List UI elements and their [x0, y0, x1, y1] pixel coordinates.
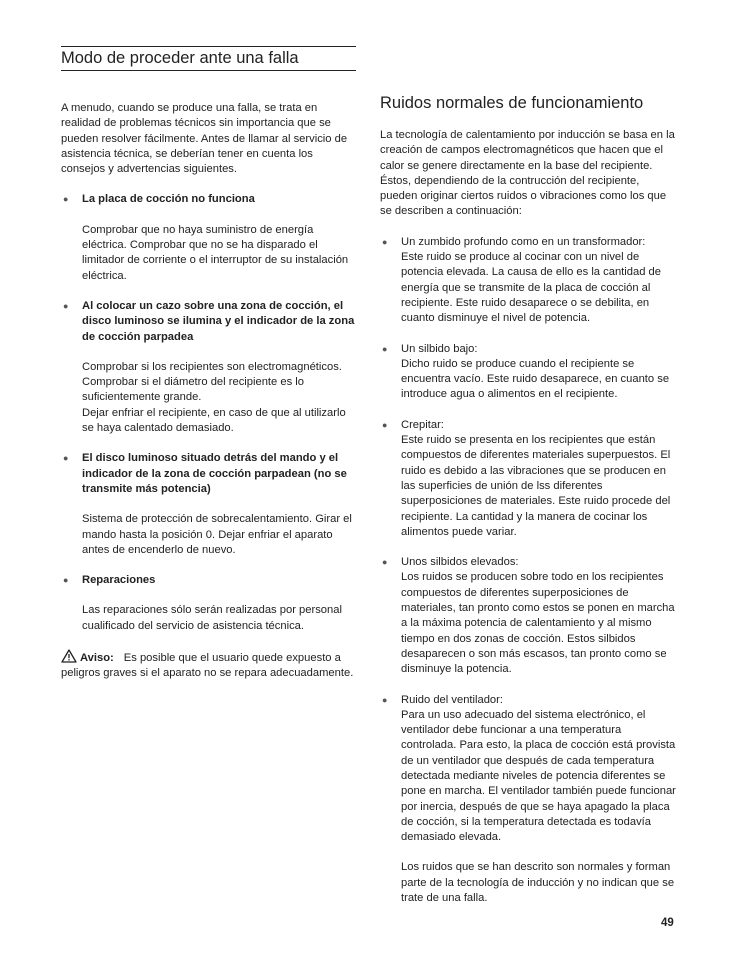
item-title: El disco luminoso situado detrás del mando y el indicador de la zona de cocción parpadean (no se transmite más potencia) — [82, 452, 347, 495]
noise-label: Crepitar: — [401, 418, 444, 431]
bullet-icon: ● — [382, 694, 388, 705]
closing-paragraph: Los ruidos que se han descrito son normales y forman parte de la tecnología de inducción y no indican que se trate de una falla. — [401, 861, 675, 905]
warning-note — [61, 649, 356, 682]
warning-triangle-icon — [61, 649, 77, 663]
bullet-icon: ● — [382, 343, 388, 354]
noise-description: Este ruido se presenta en los recipientes que están compuestos de diferentes materiales superpuestos. El ruido es debido a las vibraciones que se producen en las superficies de unión de lss diferentes superposiciones de materiales. Este ruido procede del recipiente. La cantidad y la manera de cocinar los alimentos puede variar. — [401, 434, 671, 538]
intro-paragraph: A menudo, cuando se produce una falla, se trata en realidad de problemas técnicos sin importancia que se pueden resolver fácilmente. Antes de llamar al servicio de asistencia técnica, se deberían tener en cuenta los consejos y advertencias siguientes. — [61, 102, 348, 176]
intro-paragraph: La tecnología de calentamiento por inducción se basa en la creación de campos electromagnéticos que hacen que el calor se genere directamente en la base del recipiente. Éstos, dependiendo de la contrucción del recipiente, pueden originar ciertos ruidos o vibraciones como los que se describen a continuación: — [380, 129, 675, 218]
noise-item — [380, 555, 677, 677]
bullet-icon: ● — [382, 419, 388, 430]
troubleshoot-item — [61, 573, 356, 634]
troubleshoot-item — [61, 451, 356, 558]
item-body: Comprobar si los recipientes son electromagnéticos. Comprobar si el diámetro del recipiente es lo suficientemente grande. — [82, 360, 342, 404]
noise-item — [380, 235, 677, 327]
warning-text: Es posible que el usuario quede expuesto a peligros graves si el aparato no se repara adecuadamente. — [61, 652, 354, 680]
bullet-icon: ● — [382, 557, 388, 568]
bullet-icon: ● — [63, 453, 69, 464]
bullet-icon: ● — [63, 194, 69, 205]
noise-description: Para un uso adecuado del sistema electrónico, el ventilador debe funcionar a una temperatura controlada. Para esto, la placa de cocción está provista de un ventilador que después de cada temperatura detectada mediante niveles de potencia diferentes se pone en marcha. El ventilador también puede funcionar por inercia, después de que se haya apagado la placa de cocción, si la temperatura detectada es todavía demasiado elevada. — [401, 708, 676, 844]
noise-label: Ruido del ventilador: — [401, 693, 503, 706]
bullet-icon: ● — [382, 236, 388, 247]
bullet-icon: ● — [63, 575, 69, 586]
troubleshoot-item — [61, 299, 356, 436]
item-title: Al colocar un cazo sobre una zona de cocción, el disco luminoso se ilumina y el indicador de la zona de cocción parpadea — [82, 299, 355, 343]
item-title: Reparaciones — [82, 574, 156, 587]
item-title: La placa de cocción no funciona — [82, 193, 255, 206]
item-body: Sistema de protección de sobrecalentamiento. Girar el mando hasta la posición 0. Dejar enfriar el aparato antes de encenderlo de nuevo. — [82, 513, 352, 556]
warning-label: Aviso: — [80, 652, 114, 665]
noise-item — [380, 342, 677, 403]
noise-description: Los ruidos se producen sobre todo en los recipientes compuestos de diferentes superposiciones de materiales, tan pronto como estos se ponen en marcha a la máxima potencia de calentamiento y al mismo tiempo en dos zonas de cocción. Estos silbidos desaparecen o son más escasos, tan pronto como se disminuye la potencia. — [401, 571, 675, 676]
subsection-title: Ruidos normales de funcionamiento — [380, 94, 644, 112]
section-title: Modo de proceder ante una falla — [61, 46, 356, 71]
left-column — [61, 46, 356, 682]
noise-item — [380, 418, 677, 540]
troubleshoot-item — [61, 192, 356, 283]
noise-item — [380, 693, 677, 907]
item-body: Las reparaciones sólo serán realizadas por personal cualificado del servicio de asistencia técnica. — [82, 604, 342, 632]
item-body: Comprobar que no haya suministro de energía eléctrica. Comprobar que no se ha disparado el limitador de corriente o el interruptor de su instalación eléctrica. — [82, 223, 349, 282]
right-column — [380, 93, 677, 906]
noise-label: Un zumbido profundo como en un transformador: — [401, 235, 646, 248]
noise-description: Este ruido se produce al cocinar con un nivel de potencia elevada. La causa de ello es la cantidad de energía que se transmite de la placa de cocción al recipiente. Este ruido desaparece o se debilita, en cuanto disminuye el nivel de potencia. — [401, 251, 661, 325]
noise-label: Un silbido bajo: — [401, 342, 478, 355]
item-body-extra: Dejar enfriar el recipiente, en caso de que al utilizarlo se haya calentado demasiado. — [82, 406, 346, 435]
bullet-icon: ● — [63, 300, 69, 311]
page-number: 49 — [661, 917, 674, 929]
noise-label: Unos silbidos elevados: — [401, 556, 519, 569]
noise-description: Dicho ruido se produce cuando el recipiente se encuentra vacío. Este ruido desaparece, en cuanto se introduce agua o alimentos en el recipiente. — [401, 357, 670, 401]
